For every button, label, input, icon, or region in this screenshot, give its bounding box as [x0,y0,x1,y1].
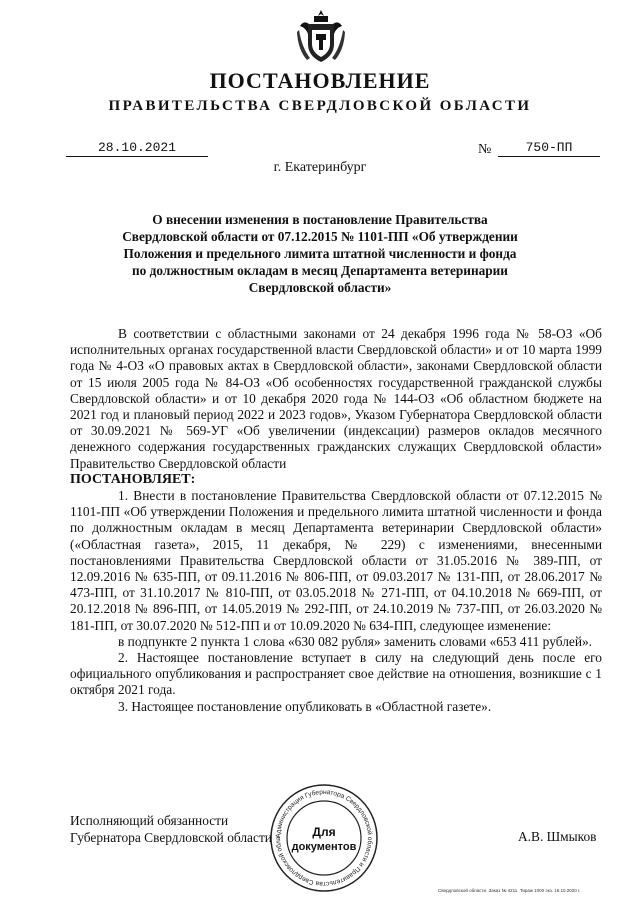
heading-line: Свердловской области от 07.12.2015 № 1101-ПП «Об утверждении [122,229,518,244]
item-1-change-paragraph: в подпункте 2 пункта 1 слова «630 082 рубля» заменить словами «653 411 рублей». [118,633,593,649]
issuer-name: ПРАВИТЕЛЬСТВА СВЕРДЛОВСКОЙ ОБЛАСТИ [108,98,532,114]
document-body [70,326,602,715]
signatory-role-line: Исполняющий обязанности [70,813,229,828]
stamp-center-line: Для [312,825,336,839]
heading-line: Свердловской области» [248,280,392,295]
heading-line: Положения и предельного лимита штатной численности и фонда [123,246,517,261]
number-label: № [478,142,492,157]
stamp-ring-text: Администрация Губернатора Свердловской области и Правительства Свердловской обла [274,788,374,888]
item-2-paragraph: 2. Настоящее постановление вступает в силу на следующий день после его официального опубликования и распространяет свое действие на отношения, возникшие с 1 октября 2021 года. [70,650,602,698]
document-number: 750-ПП [498,140,600,157]
print-footer: Свердловской области. Заказ № 4211. Тираж 1000 экз. 16.10.2020 г. [438,888,581,893]
decree-word: ПОСТАНОВЛЯЕТ: [70,471,196,487]
signatory-role [70,812,272,846]
coat-of-arms-emblem [296,8,346,66]
item-1-paragraph: 1. Внести в постановление Правительства Свердловской области от 07.12.2015 № 1101-ПП «Об утверждении Положения и предельного лимита штатной численности и фонда по должностным окладам в месяц Департамента ветеринарии Свердловской области» («Областная газета», 2015, 11 декабря, № 229) с изменениями, внесенными постановлениями Правительства Свердловской области от 31.05.2016 № 389-ПП, от 12.09.2016 № 635-ПП, от 09.11.2016 № 806-ПП, от 09.03.2017 № 131-ПП, от 28.06.2017 № 473-ПП, от 31.10.2017 № 810-ПП, от 03.05.2018 № 271-ПП, от 04.10.2018 № 669-ПП, от 20.12.2018 № 896-ПП, от 14.05.2019 № 292-ПП, от 24.10.2019 № 737-ПП, от 26.03.2020 № 181-ПП, от 30.07.2020 № 512-ПП и от 10.09.2020 № 634-ПП, следующее изменение: [70,488,602,633]
document-title: ПОСТАНОВЛЕНИЕ [209,68,431,93]
heading-line: по должностным окладам в месяц Департамента ветеринарии [132,263,508,278]
stamp-center-line: документов [291,841,357,853]
city: г. Екатеринбург [273,160,367,175]
signatory-name: А.В. Шмыков [518,829,597,844]
item-3-paragraph: 3. Настоящее постановление опубликовать в «Областной газете». [118,698,492,714]
signatory-role-line: Губернатора Свердловской области [70,830,272,845]
heading-line: О внесении изменения в постановление Правительства [152,212,488,227]
document-heading [100,211,540,296]
document-date: 28.10.2021 [66,140,208,157]
preamble-paragraph: В соответствии с областными законами от 24 декабря 1996 года № 58-ОЗ «Об исполнительных органах государственной власти Свердловской области» и от 10 марта 1999 года № 4-ОЗ «О правовых актах в Свердловской области», законами Свердловской области от 15 июля 2005 года № 84-ОЗ «Об особенностях государственной гражданской службы Свердловской области» и от 10 декабря 2020 года № 144-ОЗ «Об областном бюджете на 2021 год и плановый период 2022 и 2023 годов», Указом Губернатора Свердловской области от 30.09.2021 № 569-УГ «Об увеличении (индексации) размеров окладов месячного денежного содержания государственных гражданских служащих Свердловской области» Правительство Свердловской области [70,326,602,471]
official-stamp [268,782,380,894]
